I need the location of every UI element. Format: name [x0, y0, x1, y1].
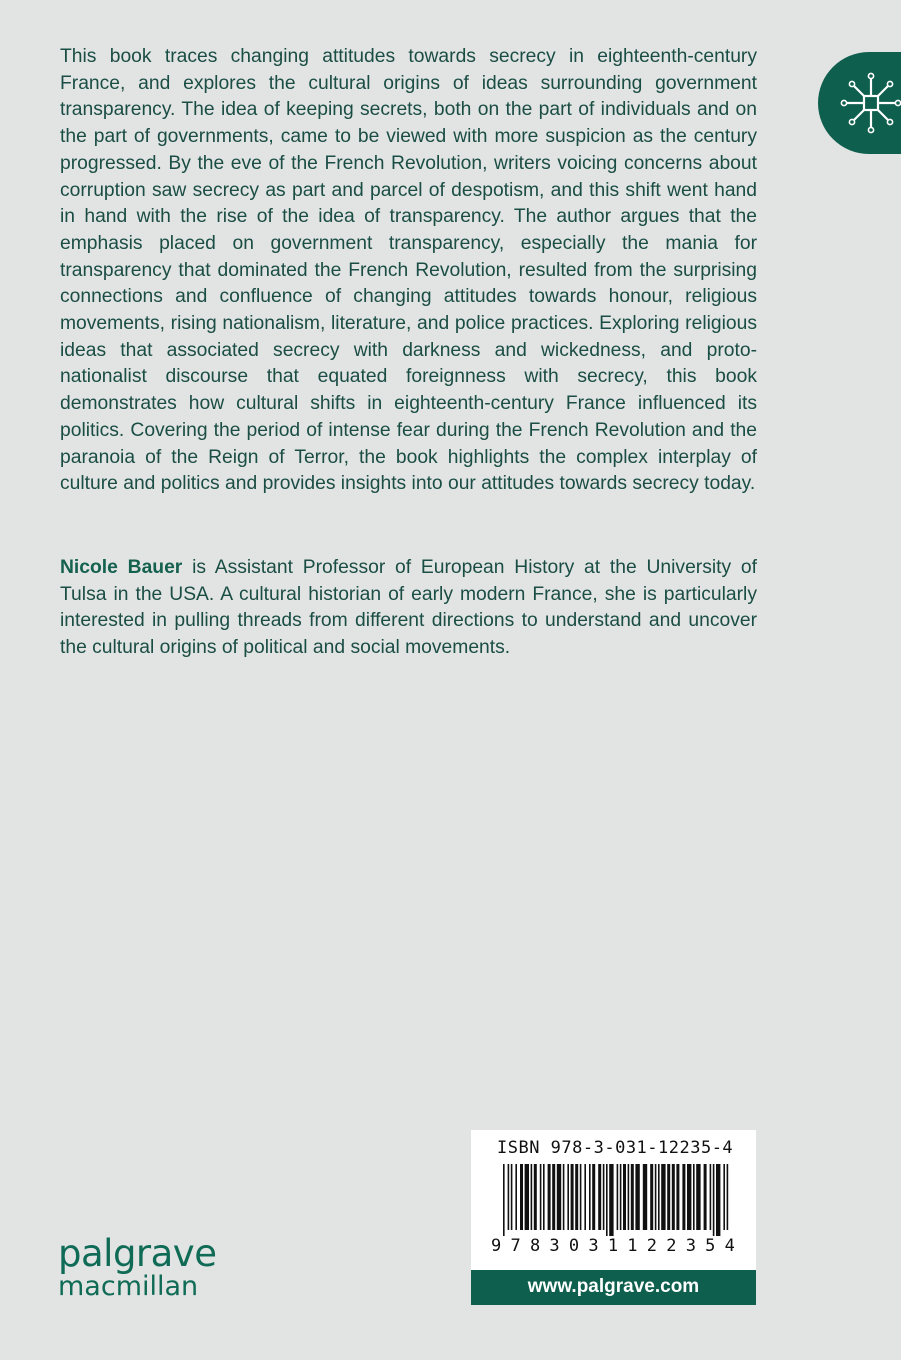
barcode-bar	[589, 1164, 591, 1230]
barcode-bar	[658, 1164, 660, 1230]
barcode-bar	[548, 1164, 551, 1230]
barcode-bar	[682, 1164, 685, 1230]
book-description: This book traces changing attitudes towards secrecy in eighteenth-century France, and explores the cultural origins of ideas surrounding government transparency. The idea of keeping secrets, both on the part of individuals and on the part of governments, came to be viewed with more suspicion as the century progressed. By the eve of the French Revolution, writers voicing concerns about corruption saw secrecy as part and parcel of despotism, and this shift went hand in hand with the rise of the idea of transparency. The author argues that the emphasis placed on government transparency, especially the mania for transparency that dominated the French Revolution, resulted from the surprising connections and confluence of changing attitudes towards honour, religious movements, rising nationalism, literature, and police practices. Exploring religious ideas that associated secrecy with darkness and wickedness, and proto-nationalist discourse that equated foreignness with secrecy, this book demonstrates how cultural shifts in eighteenth-century France influenced its politics. Covering the period of intense fear during the French Revolution and the paranoia of the Reign of Terror, the book highlights the complex interplay of culture and politics and provides insights into our attitudes towards secrecy today.	[60, 46, 757, 495]
barcode-digit: 8	[529, 1236, 541, 1256]
barcode-bar	[716, 1164, 720, 1236]
barcode-bar	[557, 1164, 561, 1230]
publisher-logo	[58, 1232, 217, 1302]
barcode-bar	[606, 1164, 608, 1236]
barcode-bar	[635, 1164, 639, 1230]
barcode-digit: 7	[510, 1236, 521, 1256]
author-bio	[60, 555, 757, 662]
barcode-bar	[713, 1164, 715, 1236]
barcode-bar	[650, 1164, 653, 1230]
barcode-bar	[552, 1164, 555, 1230]
barcode-bar	[580, 1164, 582, 1230]
publisher-logo-palgrave: palgrave	[58, 1232, 217, 1275]
author-bio-text: is Assistant Professor of European History at the University of Tulsa in the USA. A cultural historian of early modern France, she is particularly interested in pulling threads from different directions to understand and uncover the cultural origins of political and social movements.	[60, 557, 757, 659]
barcode-bar	[584, 1164, 586, 1230]
barcode-bar	[575, 1164, 578, 1230]
isbn-label: ISBN 978-3-031-12235-4	[497, 1138, 734, 1158]
barcode-bar	[531, 1164, 533, 1230]
barcode-bar	[676, 1164, 679, 1230]
barcode-digit: 9	[491, 1236, 502, 1256]
barcode-digit: 5	[705, 1236, 716, 1256]
barcode-bar	[643, 1164, 647, 1230]
barcode-bar	[525, 1164, 529, 1230]
barcode-bar	[508, 1164, 510, 1230]
barcode-bar	[543, 1164, 545, 1230]
barcode-bar	[617, 1164, 619, 1230]
barcode-bar	[672, 1164, 675, 1230]
barcode-digit: 3	[685, 1236, 696, 1256]
barcode-bar	[598, 1164, 601, 1230]
barcode-bar	[696, 1164, 700, 1230]
barcode-bar	[511, 1164, 513, 1230]
barcode-bar	[693, 1164, 695, 1230]
barcode-bar	[623, 1164, 626, 1230]
barcode-bars	[491, 1164, 735, 1236]
palgrave-badge	[818, 52, 901, 154]
barcode-digit: 1	[607, 1236, 619, 1256]
barcode-bar	[609, 1164, 613, 1236]
barcode-bar	[687, 1164, 691, 1230]
palgrave-network-icon	[838, 70, 901, 136]
barcode-bar	[710, 1164, 712, 1230]
barcode-bar	[563, 1164, 565, 1230]
barcode-bar	[540, 1164, 542, 1230]
barcode-bar	[571, 1164, 574, 1230]
barcode-digit: 1	[627, 1236, 638, 1256]
barcode-bar	[567, 1164, 569, 1230]
barcode-bar	[515, 1164, 517, 1230]
barcode-digit: 3	[588, 1236, 599, 1256]
barcode-bar	[667, 1164, 670, 1230]
barcode-bar	[620, 1164, 622, 1230]
barcode-bar	[520, 1164, 523, 1230]
author-name: Nicole Bauer	[60, 557, 183, 578]
barcode-digit: 2	[646, 1236, 657, 1256]
publisher-logo-macmillan: macmillan	[58, 1271, 199, 1302]
barcode-bar	[655, 1164, 657, 1230]
barcode-bar	[727, 1164, 729, 1230]
barcode-bar	[661, 1164, 665, 1230]
barcode-bar	[534, 1164, 537, 1230]
barcode-bar	[503, 1164, 505, 1236]
barcode-bar	[704, 1164, 707, 1230]
barcode-panel	[471, 1130, 756, 1305]
barcode-bar	[723, 1164, 725, 1230]
barcode-bar	[592, 1164, 595, 1230]
barcode-bar	[628, 1164, 630, 1230]
barcode-bar	[603, 1164, 605, 1230]
barcode-digits	[491, 1236, 735, 1256]
publisher-website: www.palgrave.com	[471, 1270, 756, 1305]
barcode-digit: 4	[724, 1236, 735, 1256]
barcode-bar	[631, 1164, 634, 1230]
barcode-digit: 3	[549, 1236, 560, 1256]
barcode-digit: 2	[666, 1236, 677, 1256]
barcode-digit: 0	[568, 1236, 580, 1256]
